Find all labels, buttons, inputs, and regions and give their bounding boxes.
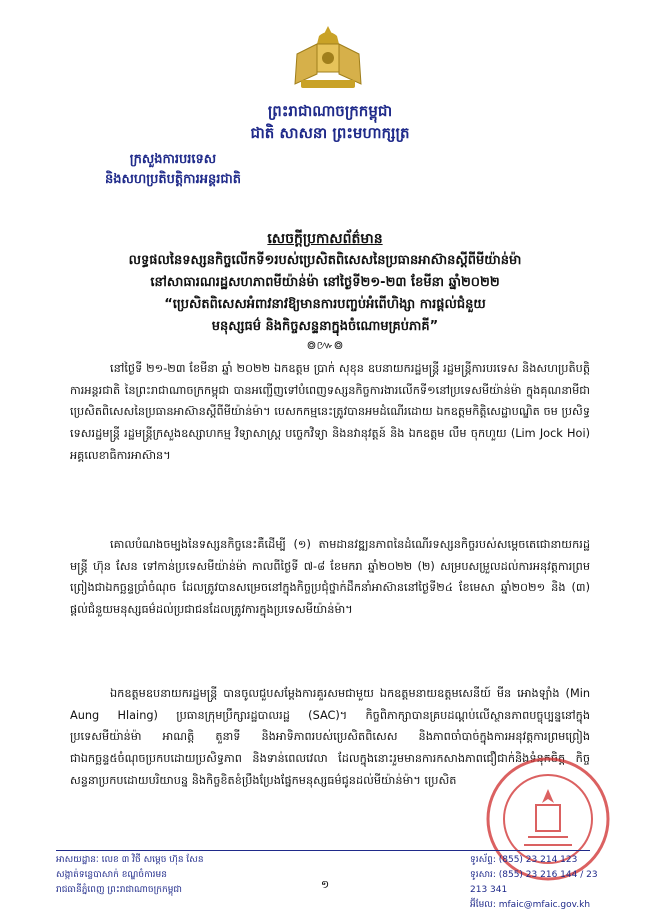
kingdom-header xyxy=(200,100,460,144)
footer-address xyxy=(56,853,316,898)
ministry-name-line2: និងសហប្រតិបត្តិការអន្តរជាតិ xyxy=(105,172,241,187)
document-type-heading: សេចក្តីប្រកាសព័ត៌មាន xyxy=(267,231,383,247)
kingdom-name: ព្រះរាជាណាចក្រកម្ពុជា xyxy=(267,102,393,120)
quote-line-1: “ប្រេសិតពិសេសអំពាវនាវឱ្យមានការបញ្ចប់អំពើហិង្សា ការផ្តល់ជំនួយ xyxy=(164,297,486,312)
email-address: អ៊ីមែល: mfaic@mfaic.gov.kh xyxy=(470,900,591,910)
quote-line-2: មនុស្សធម៌ និងកិច្ចសន្ទនាក្នុងចំណោមគ្រប់ភាគី” xyxy=(211,319,439,334)
paragraph-3: ឯកឧត្តមឧបនាយករដ្ឋមន្ត្រី បានចូលជួបសម្តែងការគួរសមជាមួយ ឯកឧត្តមនាយឧត្តមសេនីយ៍ មីន អោងឡាំង (Min Aung Hlaing) ប្រធានក្រុមប្រឹក្សារដ្ឋបាលរដ្ឋ (SAC)។ កិច្ចពិភាក្សាបានគ្របដណ្តប់លើស្ថានភាពបច្ចុប្បន្ននៅក្នុងប្រទេសមីយ៉ាន់ម៉ា អាណត្តិ តួនាទី និងអាទិភាពរបស់ប្រេសិតពិសេស និងភាពចាំបាច់ក្នុងការអនុវត្តការព្រមព្រៀងជាឯកច្ឆន្ទ៥ចំណុចប្រកបដោយប្រសិទ្ធភាព និងទាន់ពេលវេលា ដែលក្នុងនោះរួមមានការកសាងភាពជឿជាក់និងទំនុកចិត្ត កិច្ចសន្ទនាប្រកបដោយបរិយាបន្ន និងកិច្ចខិតខំប្រឹងប្រែងផ្នែកមនុស្សធម៌ជូនដល់មីយ៉ាន់ម៉ា។ ប្រេសិត xyxy=(70,687,590,787)
ornament-divider: ៙៚៙ xyxy=(306,338,344,352)
royal-coat-of-arms-emblem xyxy=(287,24,369,92)
address-line-1: អាសយដ្ឋានៈ លេខ ៣ វិថី សម្តេច ហ៊ុន សែន xyxy=(56,855,204,865)
paragraph-2: គោលបំណងចម្បងនៃទស្សនកិច្ចនេះគឺដើម្បី (១) តាមដានវឌ្ឍនភាពនៃដំណើរទស្សនកិច្ចរបស់សម្តេចតេជោនាយករដ្ឋមន្ត្រី ហ៊ុន សែន ទៅកាន់ប្រទេសមីយ៉ាន់ម៉ា កាលពីថ្ងៃទី ៧-៨ ខែមករា ឆ្នាំ២០២២ (២) សម្របសម្រួលដល់ការអនុវត្តការព្រមព្រៀងជាឯកច្ឆន្ទប្រាំចំណុច ដែលត្រូវបានសម្រេចនៅក្នុងកិច្ចប្រជុំថ្នាក់ដឹកនាំអាស៊ាននៅថ្ងៃទី២៤ ខែមេសា ឆ្នាំ២០២១ និង (៣) ផ្តល់ជំនួយមនុស្សធម៌ដល់ប្រជាជនដែលត្រូវការក្នុងប្រទេសមីយ៉ាន់ម៉ា។ xyxy=(70,538,590,617)
ministry-name-line1: ក្រសួងការបរទេស xyxy=(129,152,217,167)
ministry-header xyxy=(58,150,288,190)
page-number: ១ xyxy=(320,878,330,891)
footer-contact xyxy=(470,853,600,913)
title-line-3: នៅសាធារណរដ្ឋសហភាពមីយ៉ាន់ម៉ា នៅថ្ងៃទី២១-២៣ ខែមីនា ឆ្នាំ២០២២ xyxy=(150,275,500,290)
phone-number: ទូរស័ព្ទ: (855) 23 214 123 xyxy=(470,855,578,865)
fax-number: ទូរសារ: (855) 23 216 144 / 23 213 341 xyxy=(470,870,598,895)
address-line-3: រាជធានីភ្នំពេញ ព្រះរាជាណាចក្រកម្ពុជា xyxy=(56,885,182,895)
kingdom-motto: ជាតិ សាសនា ព្រះមហាក្សត្រ xyxy=(250,124,410,142)
address-line-2: សង្កាត់ទន្លេបាសាក់ ខណ្ឌចំការមន xyxy=(56,870,167,880)
paragraph-1: នៅថ្ងៃទី ២១-២៣ ខែមីនា ឆ្នាំ ២០២២ ឯកឧត្តម ប្រាក់ សុខុន ឧបនាយករដ្ឋមន្ត្រី រដ្ឋមន្ត្រីការបរទេស និងសហប្រតិបត្តិការអន្តរជាតិ នៃព្រះរាជាណាចក្រកម្ពុជា បានអញ្ជើញទៅបំពេញទស្សនកិច្ចការងារលើកទី១នៅប្រទេសមីយ៉ាន់ម៉ា ក្នុងគុណនាមីជាប្រេសិតពិសេសនៃប្រធានអាស៊ានស្តីពីមីយ៉ាន់ម៉ា។ បេសកកម្មនេះត្រូវបានអមដំណើរដោយ ឯកឧត្តមកិត្តិសេដ្ឋាបណ្ឌិត ចម ប្រសិទ្ធ ទេសរដ្ឋមន្ត្រី រដ្ឋមន្ត្រីក្រសួងឧស្សាហកម្ម វិទ្យាសាស្ត្រ បច្ចេកវិទ្យា និងនវានុវត្តន៍ និង ឯកឧត្តម លឹម ចុកហួយ (Lim Jock Hoi) អគ្គលេខាធិការអាស៊ាន។ xyxy=(70,362,590,462)
press-release-title xyxy=(60,228,590,338)
footer-divider xyxy=(56,850,590,851)
title-line-2: លទ្ធផលនៃទស្សនកិច្ចលើកទី១របស់ប្រេសិតពិសេសនៃប្រធានអាស៊ានស្តីពីមីយ៉ាន់ម៉ា xyxy=(128,253,522,268)
